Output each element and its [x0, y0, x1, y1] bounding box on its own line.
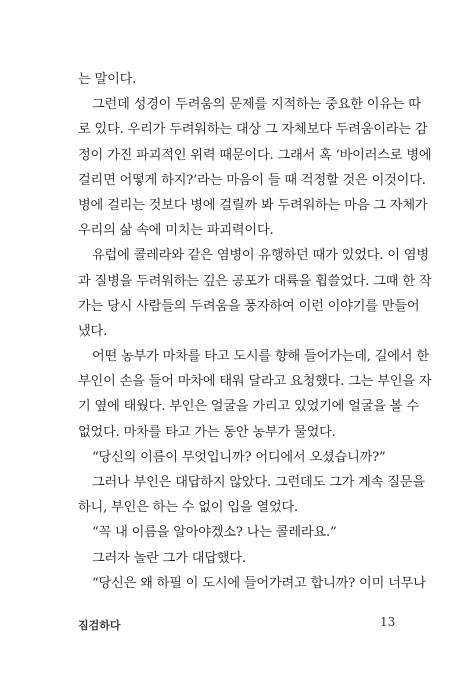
- text-line: 유럽에 콜레라와 같은 염병이 유행하던 때가 있었다. 이 염병: [92, 248, 429, 264]
- dialogue-line: “꼭 내 이름을 알아야겠소? 나는 콜레라요.”: [92, 525, 337, 541]
- dialogue-line: “당신의 이름이 무엇입니까? 어디에서 오셨습니까?”: [92, 449, 386, 465]
- text-line: 정이 가진 파괴적인 위력 때문이다. 그래서 혹 ‘바이러스로 병에: [78, 147, 432, 163]
- text-line: 그러나 부인은 대답하지 않았다. 그런데도 그가 계속 질문을: [92, 475, 425, 490]
- running-footer-title: 짐검하다: [78, 619, 121, 632]
- text-line: 부인이 손을 들어 마차에 태워 달라고 요청했다. 그는 부인을 자: [78, 374, 432, 390]
- text-line: 없었다. 마차를 타고 가는 동안 농부가 물었다.: [78, 424, 336, 440]
- text-line: 기 옆에 태웠다. 부인은 얼굴을 가리고 있었기에 얼굴을 볼 수: [78, 399, 419, 415]
- text-line: 그런데 성경이 두려움의 문제를 지적하는 중요한 이유는 따: [92, 97, 421, 113]
- text-line: 냈다.: [78, 323, 108, 339]
- text-line: 로 있다. 우리가 두려워하는 대상 그 자체보다 두려움이라는 감: [78, 122, 428, 138]
- text-line: 걸리면 어떻게 하지?’라는 마음이 들 때 걱정할 것은 이것이다.: [78, 172, 426, 188]
- text-line: 하니, 부인은 하는 수 없이 입을 열었다.: [78, 500, 299, 516]
- text-line: 그러자 놀란 그가 대답했다.: [92, 550, 246, 566]
- text-line: 병에 걸리는 것보다 병에 걸릴까 봐 두려워하는 마음 그 자체가: [78, 197, 428, 213]
- dialogue-line: “당신은 왜 하필 이 도시에 들어가려고 합니까? 이미 너무나: [92, 575, 426, 591]
- text-line: 어떤 농부가 마차를 타고 도시를 향해 들어가는데, 길에서 한: [92, 349, 429, 365]
- body-text: [78, 67, 432, 596]
- text-line: 우리의 삶 속에 미치는 파괴력이다.: [78, 223, 274, 239]
- text-line: 는 말이다.: [78, 72, 137, 87]
- text-line: 과 질병을 두려워하는 깊은 공포가 대륙을 휩쓸었다. 그때 한 작: [78, 273, 432, 289]
- page-number: 13: [380, 615, 396, 629]
- text-line: 가는 당시 사람들의 두려움을 풍자하여 이런 이야기를 만들어: [78, 298, 420, 314]
